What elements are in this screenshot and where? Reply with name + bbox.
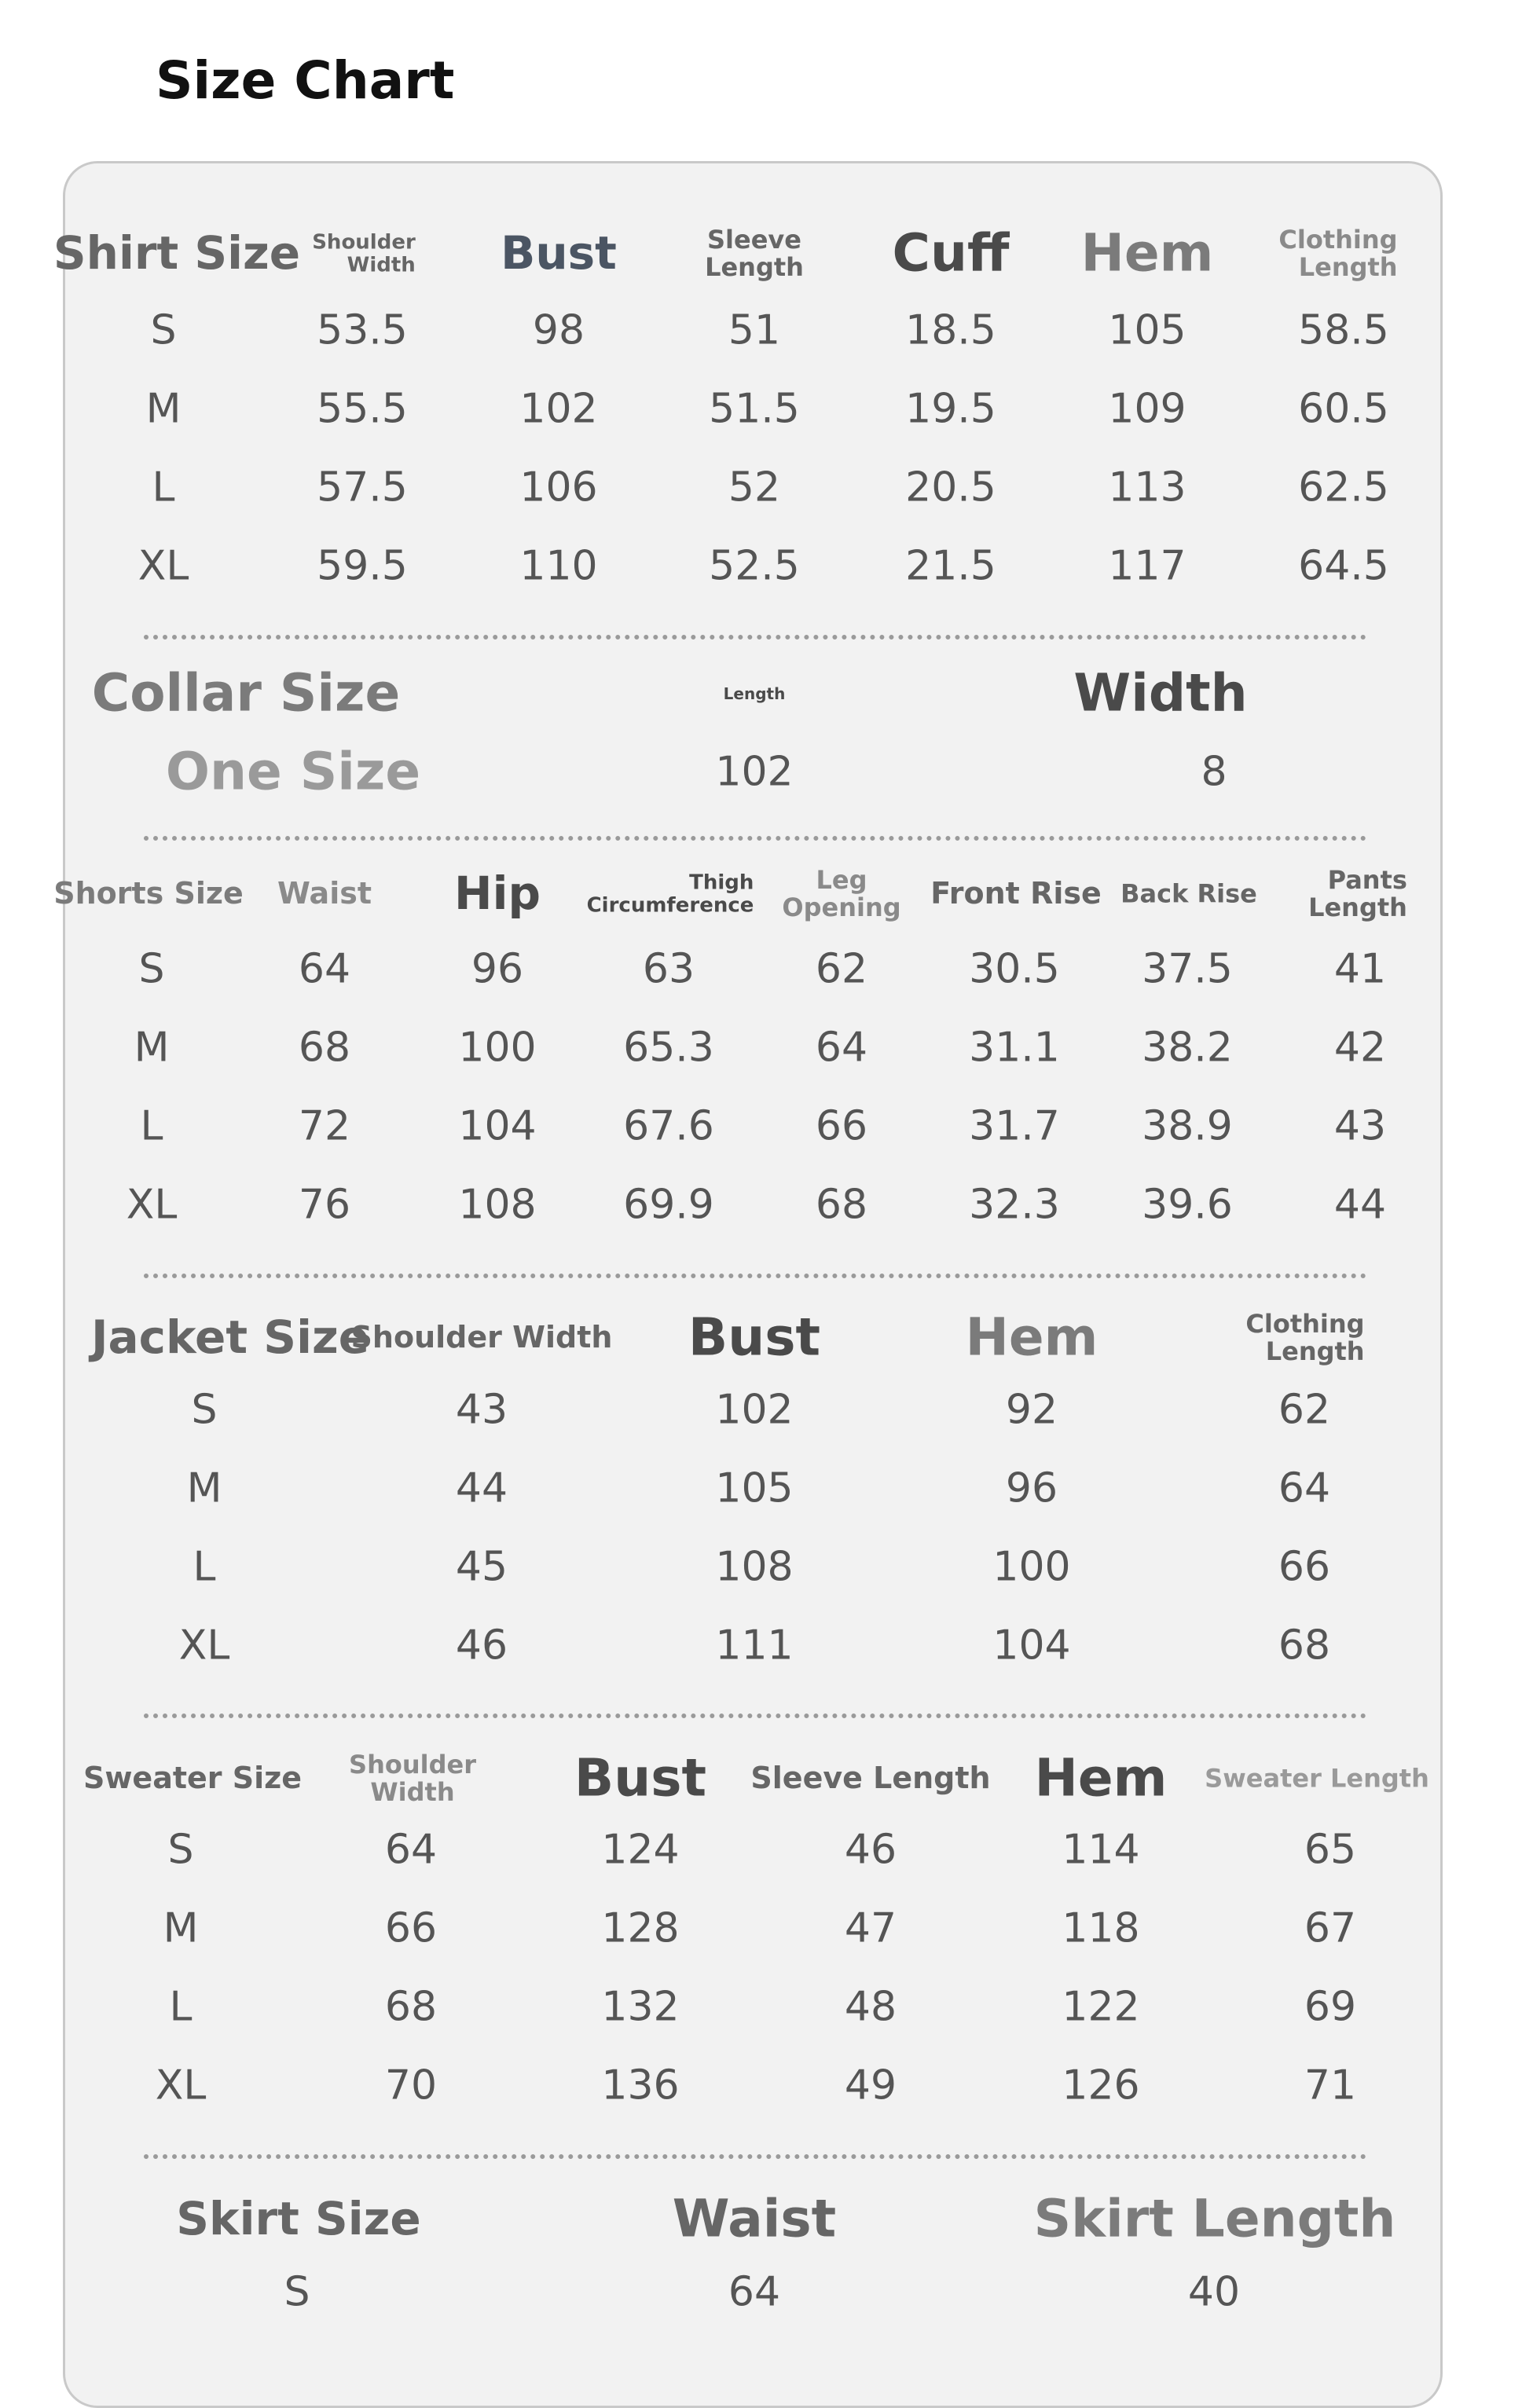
sweater-cell: 71	[1304, 2062, 1357, 2109]
sweater-cell: 124	[601, 1826, 680, 1874]
shorts-cell: M	[134, 1024, 170, 1072]
sweater-cell: 49	[844, 2062, 897, 2109]
jacket-cell: 105	[715, 1464, 794, 1512]
sweater-cell: 64	[384, 1826, 438, 1874]
hip-header: Hip	[454, 867, 541, 921]
jacket-cell: 108	[715, 1543, 794, 1591]
sweater-cell: 68	[384, 1983, 438, 2031]
sweater-size-header: Sweater Size	[83, 1761, 303, 1796]
section-divider	[144, 836, 1366, 841]
jacket-cell: 44	[455, 1464, 508, 1512]
shorts-cell: 104	[458, 1102, 537, 1150]
shirt-cell: 113	[1108, 464, 1186, 511]
shirt-cell: 52	[728, 464, 781, 511]
shorts-cell: 31.1	[969, 1024, 1060, 1072]
jacket-bust-header: Bust	[688, 1307, 821, 1368]
sweater-shoulder-width-header: Shoulder Width	[349, 1749, 476, 1807]
sweater-cell: 65	[1304, 1826, 1357, 1874]
shirt-cell: 59.5	[317, 542, 408, 590]
shirt-cell: 117	[1108, 542, 1186, 590]
skirt-waist-header: Waist	[672, 2188, 837, 2249]
shirt-cell: 106	[519, 464, 598, 511]
shorts-cell: 39.6	[1142, 1181, 1233, 1229]
shorts-cell: 32.3	[969, 1181, 1060, 1229]
jacket-cell: 96	[1005, 1464, 1058, 1512]
shirt-cell: M	[145, 385, 182, 433]
shirt-cell: 64.5	[1298, 542, 1389, 590]
jacket-clothing-length-header: Clothing Length	[1245, 1308, 1365, 1366]
pants-length-header: Pants Length	[1308, 864, 1407, 922]
jacket-cell: 68	[1278, 1622, 1331, 1669]
sweater-cell: 46	[844, 1826, 897, 1874]
jacket-cell: 45	[455, 1543, 508, 1591]
shorts-size-header: Shorts Size	[53, 876, 244, 911]
hem-header: Hem	[1080, 222, 1214, 284]
shorts-cell: 67.6	[623, 1102, 714, 1150]
size-chart-panel	[53, 161, 1443, 2408]
shirt-cell: 60.5	[1298, 385, 1389, 433]
sweater-cell: 69	[1304, 1983, 1357, 2031]
collar-cell: 102	[715, 748, 794, 796]
clothing-length-header: Clothing Length	[1278, 224, 1398, 282]
sweater-bust-header: Bust	[574, 1747, 707, 1809]
shirt-cell: 21.5	[905, 542, 996, 590]
front-rise-header: Front Rise	[930, 876, 1102, 911]
shirt-cell: 52.5	[709, 542, 800, 590]
shorts-cell: 69.9	[623, 1181, 714, 1229]
collar-length-header: Length	[723, 684, 786, 703]
shorts-cell: 68	[298, 1024, 351, 1072]
shorts-cell: 65.3	[623, 1024, 714, 1072]
shorts-cell: 72	[298, 1102, 351, 1150]
jacket-cell: 46	[455, 1622, 508, 1669]
section-divider	[144, 2154, 1366, 2159]
sleeve-length-header: Sleeve Length	[705, 224, 804, 282]
jacket-cell: S	[191, 1386, 218, 1434]
shorts-cell: L	[140, 1102, 163, 1150]
sweater-cell: L	[169, 1983, 193, 2031]
shorts-cell: 66	[815, 1102, 868, 1150]
cuff-header: Cuff	[892, 222, 1010, 284]
back-rise-header: Back Rise	[1120, 878, 1257, 909]
shorts-cell: 62	[815, 945, 868, 993]
skirt-size-header: Skirt Size	[176, 2192, 421, 2246]
shoulder-width-header: Shoulder Width	[312, 230, 416, 277]
jacket-cell: 100	[992, 1543, 1071, 1591]
shorts-cell: 31.7	[969, 1102, 1060, 1150]
skirt-cell: 64	[728, 2268, 781, 2316]
page-title: Size Chart	[156, 50, 455, 111]
shirt-cell: 19.5	[905, 385, 996, 433]
jacket-cell: 92	[1005, 1386, 1058, 1434]
jacket-cell: 62	[1278, 1386, 1331, 1434]
sweater-cell: XL	[155, 2062, 207, 2109]
shirt-cell: 51.5	[709, 385, 800, 433]
sweater-cell: 67	[1304, 1904, 1357, 1952]
shorts-cell: 38.9	[1142, 1102, 1233, 1150]
shirt-cell: 105	[1108, 306, 1186, 354]
shorts-cell: 108	[458, 1181, 537, 1229]
shorts-cell: 63	[642, 945, 695, 993]
jacket-cell: 43	[455, 1386, 508, 1434]
shirt-cell: 109	[1108, 385, 1186, 433]
jacket-cell: 102	[715, 1386, 794, 1434]
shirt-cell: 98	[532, 306, 585, 354]
jacket-hem-header: Hem	[965, 1307, 1098, 1368]
shorts-cell: 68	[815, 1181, 868, 1229]
sweater-cell: S	[167, 1826, 194, 1874]
thigh-circumference-header: Thigh Circumference	[586, 870, 754, 917]
sweater-cell: 132	[601, 1983, 680, 2031]
sweater-sleeve-length-header: Sleeve Length	[750, 1761, 991, 1796]
shirt-cell: 53.5	[317, 306, 408, 354]
shorts-cell: 43	[1333, 1102, 1387, 1150]
bust-header: Bust	[501, 226, 617, 280]
section-divider	[144, 1274, 1366, 1278]
jacket-cell: L	[193, 1543, 216, 1591]
collar-cell: 8	[1201, 748, 1227, 796]
jacket-cell: 104	[992, 1622, 1071, 1669]
shirt-cell: 62.5	[1298, 464, 1389, 511]
sweater-cell: 47	[844, 1904, 897, 1952]
sweater-cell: 136	[601, 2062, 680, 2109]
shirt-cell: XL	[138, 542, 189, 590]
shorts-cell: S	[138, 945, 165, 993]
jacket-cell: XL	[178, 1622, 230, 1669]
section-divider	[144, 635, 1366, 640]
sweater-cell: 48	[844, 1983, 897, 2031]
collar-size-header: Collar Size	[91, 662, 401, 724]
jacket-shoulder-width-header: Shoulder Width	[350, 1320, 613, 1355]
section-divider	[144, 1713, 1366, 1718]
skirt-length-header: Skirt Length	[1033, 2188, 1396, 2249]
shorts-cell: 38.2	[1142, 1024, 1233, 1072]
sweater-hem-header: Hem	[1034, 1747, 1168, 1809]
sweater-cell: 114	[1062, 1826, 1140, 1874]
shorts-cell: 96	[471, 945, 524, 993]
waist-header: Waist	[277, 876, 372, 911]
shorts-cell: 76	[298, 1181, 351, 1229]
shirt-cell: 102	[519, 385, 598, 433]
jacket-cell: 66	[1278, 1543, 1331, 1591]
sweater-cell: 122	[1062, 1983, 1140, 2031]
shirt-cell: 55.5	[317, 385, 408, 433]
shorts-cell: 64	[298, 945, 351, 993]
collar-width-header: Width	[1073, 662, 1248, 724]
shorts-cell: 37.5	[1142, 945, 1233, 993]
jacket-cell: 64	[1278, 1464, 1331, 1512]
sweater-cell: 70	[384, 2062, 438, 2109]
shirt-cell: 20.5	[905, 464, 996, 511]
skirt-cell: 40	[1187, 2268, 1241, 2316]
sweater-cell: 128	[601, 1904, 680, 1952]
shorts-cell: 42	[1333, 1024, 1387, 1072]
shorts-cell: 44	[1333, 1181, 1387, 1229]
shorts-cell: 100	[458, 1024, 537, 1072]
leg-opening-header: Leg Opening	[782, 864, 901, 922]
sweater-length-header: Sweater Length	[1205, 1763, 1429, 1794]
collar-one-size-label: One Size	[165, 741, 421, 802]
jacket-size-header: Jacket Size	[90, 1310, 370, 1365]
shirt-cell: 58.5	[1298, 306, 1389, 354]
jacket-cell: 111	[715, 1622, 794, 1669]
shorts-cell: 64	[815, 1024, 868, 1072]
sweater-cell: 126	[1062, 2062, 1140, 2109]
shirt-cell: S	[150, 306, 177, 354]
shorts-cell: 41	[1333, 945, 1387, 993]
shorts-cell: 30.5	[969, 945, 1060, 993]
shorts-cell: XL	[126, 1181, 178, 1229]
shirt-cell: 51	[728, 306, 781, 354]
shirt-cell: 110	[519, 542, 598, 590]
shirt-cell: L	[152, 464, 175, 511]
jacket-cell: M	[186, 1464, 222, 1512]
shirt-cell: 57.5	[317, 464, 408, 511]
shirt-size-header: Shirt Size	[53, 226, 301, 280]
shirt-cell: 18.5	[905, 306, 996, 354]
sweater-cell: 66	[384, 1904, 438, 1952]
sweater-cell: 118	[1062, 1904, 1140, 1952]
skirt-cell: S	[284, 2268, 310, 2316]
sweater-cell: M	[163, 1904, 199, 1952]
